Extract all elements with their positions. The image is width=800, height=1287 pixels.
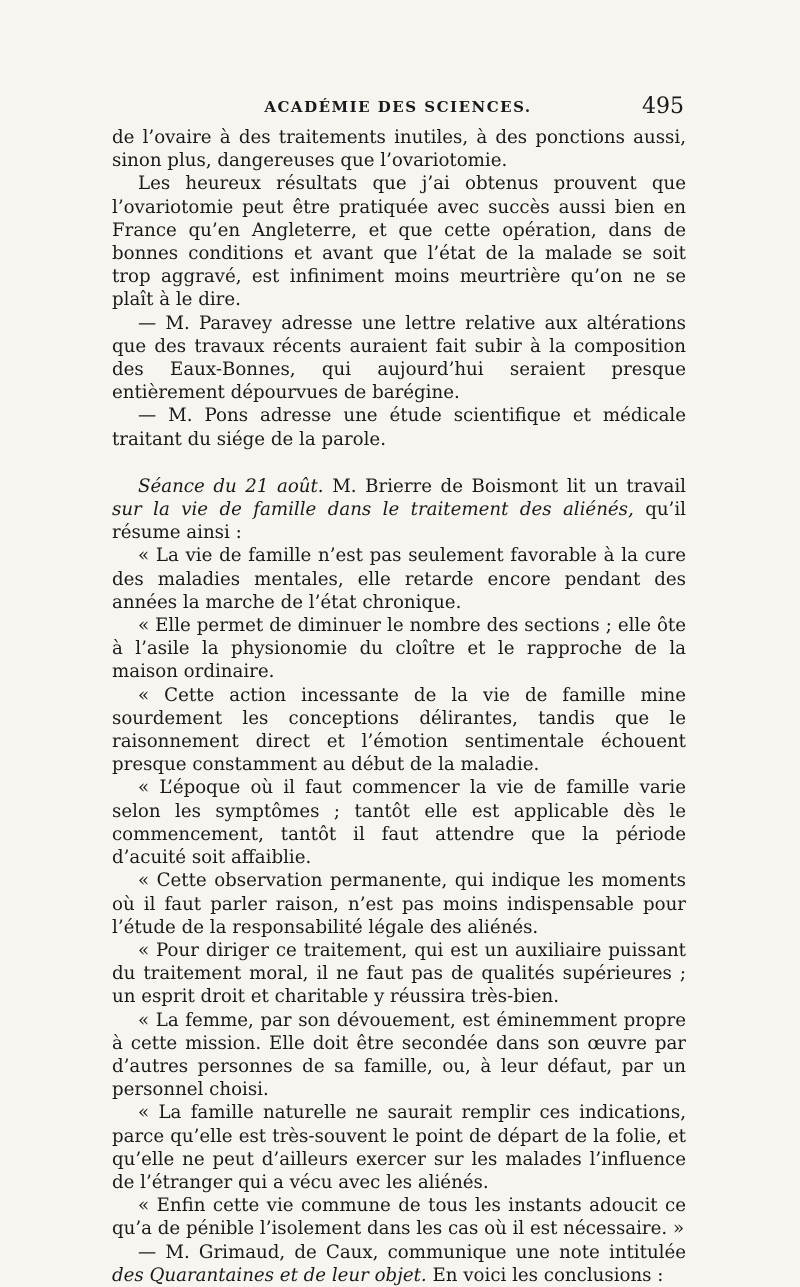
paragraph: — M. Pons adresse une étude scientifique et médicale traitant du siége de la parole. <box>112 405 686 450</box>
quote-paragraph: « La femme, par son dévouement, est éminemment propre à cette mission. Elle doit être secondée dans son œuvre par d’autres personnes de sa famille, ou, à leur défaut, par un personnel choisi. <box>112 1009 686 1101</box>
seance-work-title: sur la vie de famille dans le traitement des aliénés, <box>112 499 634 521</box>
final-intro: — M. Grimaud, de Caux, communique une note intitulée <box>138 1241 686 1263</box>
quote-paragraph: « Cette observation permanente, qui indique les moments où il faut parler raison, n’est pas moins indispensable pour l’étude de la responsabilité légale des aliénés. <box>112 870 686 938</box>
seance-date: Séance du 21 août. <box>138 475 324 497</box>
paragraph: — M. Paravey adresse une lettre relative aux altérations que des travaux récents auraient fait subir à la composition des Eaux-Bonnes, qui aujourd’hui seraient presque entièrement dépourvues de barégine. <box>112 312 686 404</box>
quote-paragraph: « Elle permet de diminuer le nombre des sections ; elle ôte à l’asile la physionomie du cloître et le rapproche de la maison ordinaire. <box>112 615 686 683</box>
quote-paragraph: « Enfin cette vie commune de tous les instants adoucit ce qu’a de pénible l’isolement dans les cas où il est nécessaire. » <box>112 1195 686 1240</box>
running-title: ACADÉMIE DES SCIENCES. <box>264 98 532 116</box>
seance-outro: qu’il résume ainsi : <box>112 499 686 544</box>
quote-paragraph: « Cette action incessante de la vie de famille mine sourdement les conceptions délirantes, tandis que le raisonnement direct et l’émotion sentimentale échouent presque constamment au début de la maladie. <box>112 684 686 776</box>
final-paragraph <box>112 1241 686 1287</box>
quote-paragraph: « Pour diriger ce traitement, qui est un auxiliaire puissant du traitement moral, il ne faut pas de qualités supérieures ; un esprit droit et charitable y réussira très-bien. <box>112 939 686 1008</box>
page-header <box>112 94 684 124</box>
final-outro: En voici les conclusions : <box>432 1264 664 1286</box>
page-body <box>112 126 686 1287</box>
paragraph: Les heureux résultats que j’ai obtenus prouvent que l’ovariotomie peut être pratiquée avec succès aussi bien en France qu’en Angleterre, et que cette opération, dans de bonnes conditions et avant que l’état de la malade se soit trop aggravé, est infiniment moins meurtrière qu’on ne se plaît à le dire. <box>112 173 686 311</box>
quote-paragraph: « L’époque où il faut commencer la vie de famille varie selon les symptômes ; tantôt elle est applicable dès le commencement, tantôt il faut attendre que la période d’acuité soit affaiblie. <box>112 777 686 869</box>
final-title: des Quarantaines et de leur objet. <box>112 1264 427 1286</box>
quote-paragraph: « La vie de famille n’est pas seulement favorable à la cure des maladies mentales, elle retarde encore pendant des années la marche de l’état chronique. <box>112 545 686 613</box>
seance-paragraph <box>112 475 686 545</box>
page-number: 495 <box>642 94 684 119</box>
paragraph: de l’ovaire à des traitements inutiles, à des ponctions aussi, sinon plus, dangereuses que l’ovariotomie. <box>112 127 686 172</box>
quote-paragraph: « La famille naturelle ne saurait remplir ces indications, parce qu’elle est très-souvent le point de départ de la folie, et qu’elle ne peut d’ailleurs exercer sur les malades l’influence de l’étranger qui a vécu avec les aliénés. <box>112 1102 686 1193</box>
seance-intro: M. Brierre de Boismont lit un travail <box>332 475 686 497</box>
